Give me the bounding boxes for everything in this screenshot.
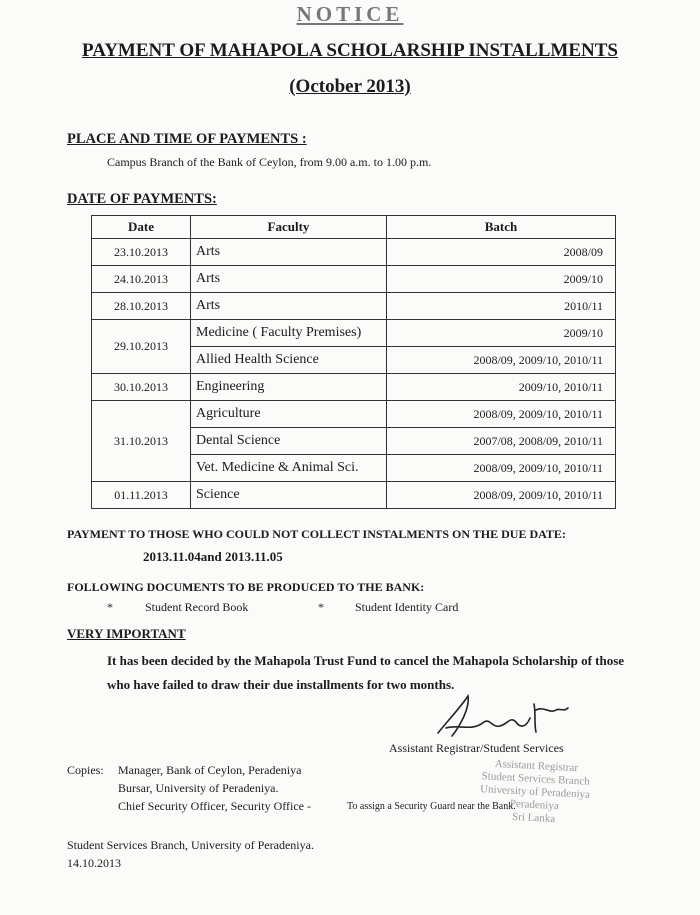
batch-cell: 2009/10 [387,320,616,347]
document-item: Student Identity Card [355,600,459,614]
date-cell: 24.10.2013 [92,266,191,293]
faculty-cell: Arts [191,266,387,293]
security-note: To assign a Security Guard near the Bank. [347,801,516,812]
documents-heading: FOLLOWING DOCUMENTS TO BE PRODUCED TO THE BANK: [67,580,425,594]
copy-recipient: Bursar, University of Peradeniya. [118,781,279,795]
batch-cell: 2010/11 [387,293,616,320]
date-cell: 01.11.2013 [92,482,191,509]
batch-cell: 2008/09 [387,239,616,266]
faculty-cell: Arts [191,239,387,266]
stamp-line: Assistant Registrar [494,757,579,775]
footer-office: Student Services Branch, University of Peradeniya. [67,838,314,852]
batch-cell: 2009/10 [387,266,616,293]
stamp-line: University of Peradeniya [479,783,591,801]
batch-cell: 2008/09, 2009/10, 2010/11 [387,455,616,482]
column-header-batch: Batch [387,216,616,239]
table-row [92,293,616,320]
date-payments-heading: DATE OF PAYMENTS: [67,191,217,207]
copies-label: Copies: [67,763,104,777]
faculty-cell: Science [191,482,387,509]
copy-recipient: Manager, Bank of Ceylon, Peradeniya [118,763,302,777]
table-row [92,374,616,401]
signatory-title: Assistant Registrar/Student Services [389,741,564,755]
important-line-2: who have failed to draw their due installments for two months. [107,677,455,692]
document-subtitle: (October 2013) [289,76,411,97]
place-time-heading: PLACE AND TIME OF PAYMENTS : [67,131,307,147]
document-title: PAYMENT OF MAHAPOLA SCHOLARSHIP INSTALLMENTS [82,40,618,61]
table-header-row [92,216,616,239]
faculty-cell: Medicine ( Faculty Premises) [191,320,387,347]
copy-dash: - [307,799,311,813]
faculty-cell: Agriculture [191,401,387,428]
stamp-line: Student Services Branch [481,770,591,788]
batch-cell: 2009/10, 2010/11 [387,374,616,401]
table-row [92,320,616,347]
place-time-text: Campus Branch of the Bank of Ceylon, from 9.00 a.m. to 1.00 p.m. [107,155,432,169]
date-cell: 29.10.2013 [92,320,191,374]
stamp-line: Sri Lanka [511,810,556,826]
batch-cell: 2008/09, 2009/10, 2010/11 [387,347,616,374]
document-item: Student Record Book [145,600,249,614]
table-row [92,401,616,428]
batch-cell: 2007/08, 2008/09, 2010/11 [387,428,616,455]
faculty-cell: Allied Health Science [191,347,387,374]
stamp-line: Peradeniya [509,797,560,813]
table-row [92,266,616,293]
batch-cell: 2008/09, 2009/10, 2010/11 [387,401,616,428]
faculty-cell: Dental Science [191,428,387,455]
footer-date: 14.10.2013 [67,856,121,870]
column-header-faculty: Faculty [191,216,387,239]
notice-heading: NOTICE [296,2,404,26]
table-row [92,482,616,509]
date-cell: 23.10.2013 [92,239,191,266]
very-important-heading: VERY IMPORTANT [67,626,186,641]
faculty-cell: Engineering [191,374,387,401]
official-stamp [468,757,601,829]
important-line-1: It has been decided by the Mahapola Trust Fund to cancel the Mahapola Scholarship of those [107,653,625,668]
bullet-icon: * [318,600,324,614]
column-header-date: Date [92,216,191,239]
table-row [92,239,616,266]
copy-recipient: Chief Security Officer, Security Office [118,799,305,813]
faculty-cell: Vet. Medicine & Animal Sci. [191,455,387,482]
batch-cell: 2008/09, 2009/10, 2010/11 [387,482,616,509]
late-payment-heading: PAYMENT TO THOSE WHO COULD NOT COLLECT INSTALMENTS ON THE DUE DATE: [67,527,566,541]
date-cell: 31.10.2013 [92,401,191,482]
bullet-icon: * [107,600,113,614]
date-cell: 30.10.2013 [92,374,191,401]
date-cell: 28.10.2013 [92,293,191,320]
signature-image [430,688,580,748]
payment-schedule-table [91,215,616,509]
faculty-cell: Arts [191,293,387,320]
late-payment-dates: 2013.11.04and 2013.11.05 [143,549,283,564]
